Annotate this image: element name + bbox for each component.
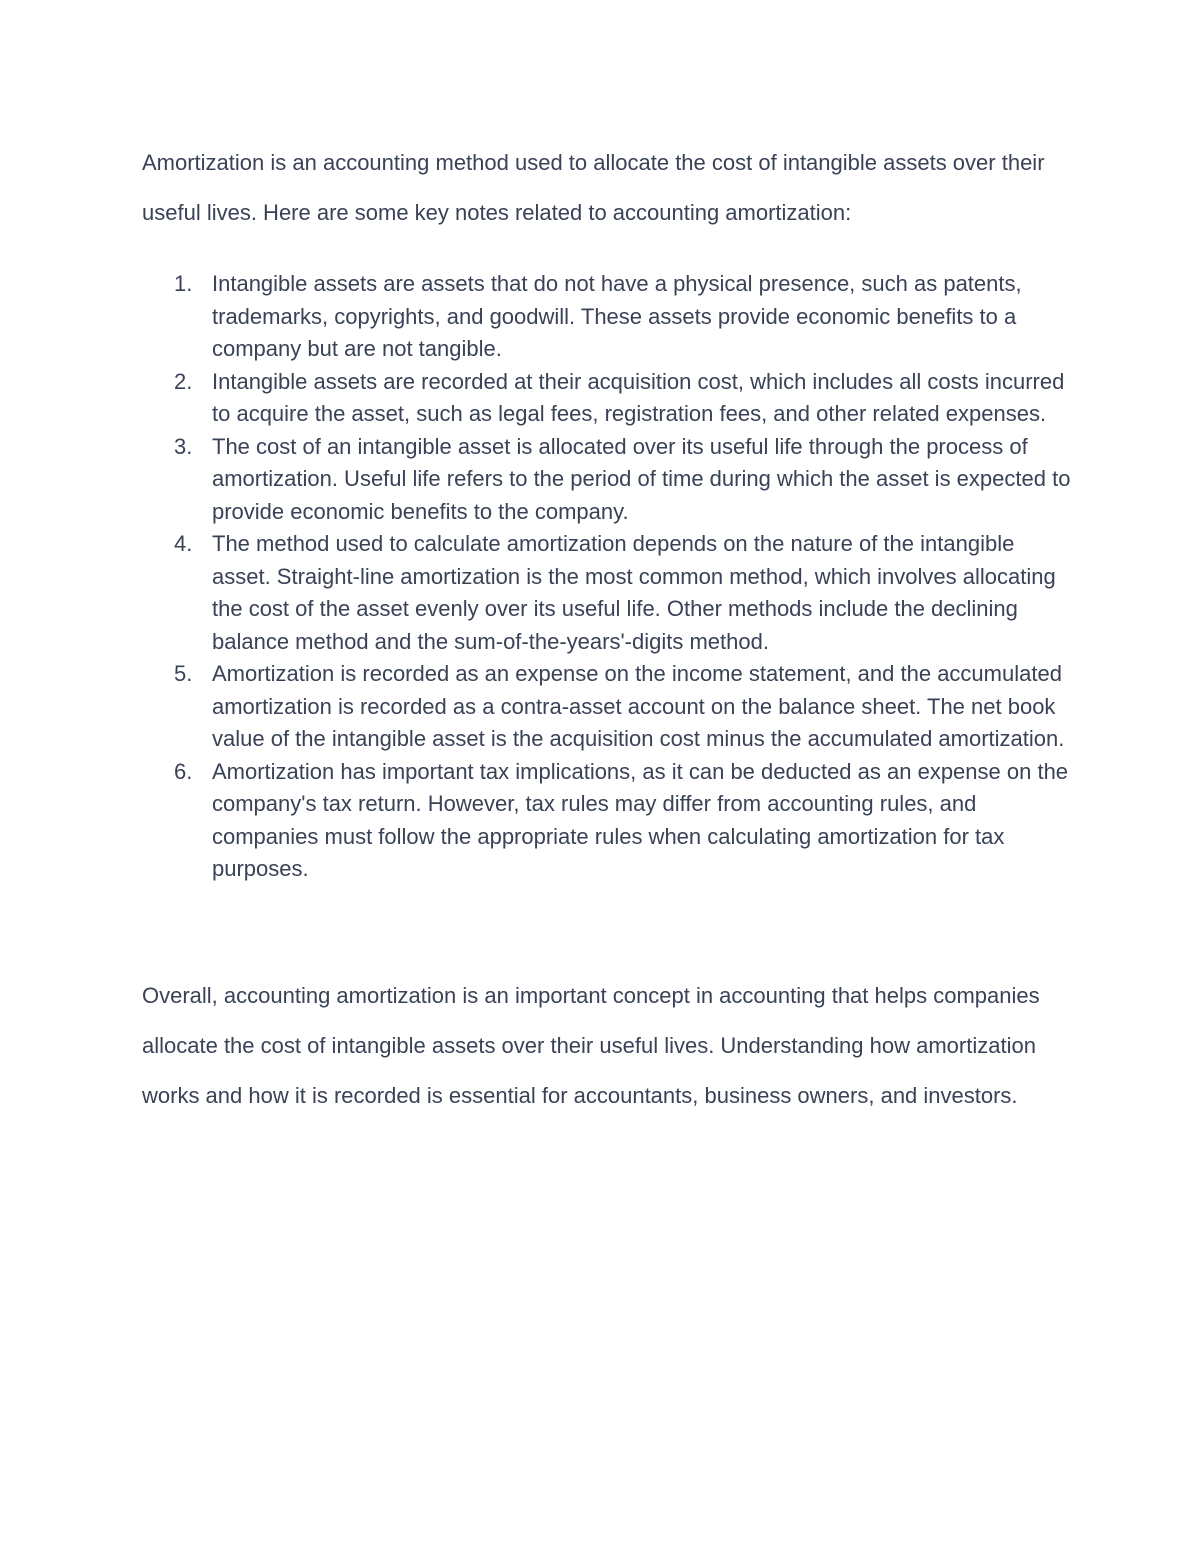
list-item-number: 5. (174, 661, 193, 686)
intro-paragraph: Amortization is an accounting method used to allocate the cost of intangible assets over their useful lives. Here are some key notes related to accounting amortization: (142, 150, 1045, 225)
list-item-text: The method used to calculate amortization depends on the nature of the intangible asset. Straight-line amortization is the most common method, which involves allocating the cost of the asset evenly over its useful life. Other methods include the declining balance method and the sum-of-the-years'-digits method. (212, 531, 1056, 654)
list-item (142, 756, 1072, 886)
list-item-number: 6. (174, 758, 193, 784)
list-item-text: Intangible assets are recorded at their acquisition cost, which includes all costs incurred to acquire the asset, such as legal fees, registration fees, and other related expenses. (212, 368, 1065, 426)
list-item (142, 431, 1072, 529)
list-item-number: 3. (174, 433, 193, 459)
list-item-number: 1. (174, 271, 193, 296)
list-item-text: Amortization has important tax implications, as it can be deducted as an expense on the company's tax return. However, tax rules may differ from accounting rules, and companies must follow the appropriate rules when calculating amortization for tax purposes. (212, 758, 1069, 881)
list-item (142, 528, 1072, 658)
list-item (142, 366, 1072, 431)
list-item-text: Intangible assets are assets that do not have a physical presence, such as patents, trademarks, copyrights, and goodwill. These assets provide economic benefits to a company but are not tangible. (212, 271, 1022, 361)
conclusion-paragraph: Overall, accounting amortization is an important concept in accounting that helps companies allocate the cost of intangible assets over their useful lives. Understanding how amortization works and how it is recorded is essential for accountants, business owners, and investors. (142, 983, 1040, 1108)
list-item-text: Amortization is recorded as an expense on the income statement, and the accumulated amortization is recorded as a contra-asset account on the balance sheet. The net book value of the intangible asset is the acquisition cost minus the accumulated amortization. (212, 661, 1065, 751)
list-item-number: 2. (174, 368, 193, 394)
key-notes-list (142, 268, 1072, 886)
list-item (142, 268, 1072, 366)
list-item-number: 4. (174, 531, 193, 556)
list-item-text: The cost of an intangible asset is allocated over its useful life through the process of amortization. Useful life refers to the period of time during which the asset is expected to provide economic benefits to the company. (212, 433, 1071, 524)
list-item (142, 658, 1072, 756)
